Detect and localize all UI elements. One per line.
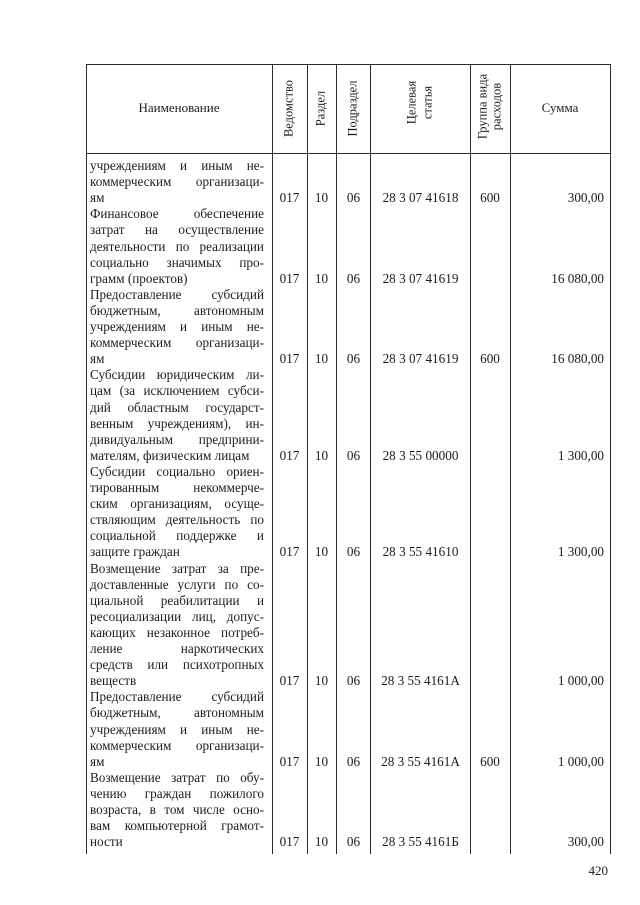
cell-ved: 017 (279, 447, 300, 463)
cell-pod: 06 (346, 351, 361, 367)
cell-sum: 1 300,00 (557, 544, 604, 560)
row-name-text: Предоставление субсидий (90, 689, 264, 705)
cell-ved: 017 (279, 544, 300, 560)
cell-raz: 10 (314, 270, 329, 286)
row-name-text: ям (90, 351, 105, 367)
row-name-text: коммерческим организаци- (90, 737, 264, 753)
row-name-text: защите граждан (90, 544, 180, 560)
row-name-text: грамм (проектов) (90, 270, 188, 286)
cell-sum: 300,00 (567, 834, 604, 850)
cell-raz: 10 (314, 190, 329, 206)
cell-pod: 06 (346, 834, 361, 850)
header-sum: Сумма (541, 100, 579, 115)
header-razdel: Раздел (313, 90, 328, 127)
row-name-text: учреждениям и иным не- (90, 158, 264, 173)
cell-group: 600 (480, 753, 500, 769)
row-name-text: венным учреждениям), ин- (90, 415, 264, 431)
row-name-text: циальной реабилитации и (90, 592, 264, 608)
col-border-right (610, 64, 611, 854)
row-name-text: кающих незаконное потреб- (90, 624, 264, 640)
cell-pod: 06 (346, 544, 361, 560)
cell-pod: 06 (346, 190, 361, 206)
row-name-text: ности (90, 834, 123, 850)
cell-raz: 10 (314, 834, 329, 850)
row-name-text: деятельности по реализации (90, 238, 264, 254)
row-name-text: Финансовое обеспечение (90, 206, 264, 222)
cell-target: 28 3 55 4161А (381, 673, 460, 689)
row-name-text: учреждениям и иным не- (90, 319, 264, 334)
cell-group: 600 (480, 351, 500, 367)
row-name-text: учреждениям и иным не- (90, 721, 264, 737)
cell-target: 28 3 07 41619 (382, 351, 459, 367)
row-name-text: ским организациям, осуще- (90, 496, 264, 512)
row-name-text: средств или психотропных (90, 657, 264, 673)
col-border-podrazdel (370, 64, 371, 854)
table-top-border (86, 64, 610, 65)
row-name-text: коммерческим организаци- (90, 174, 264, 190)
cell-raz: 10 (314, 673, 329, 689)
cell-sum: 16 080,00 (551, 270, 604, 286)
row-name-text: цам (за исключением субси- (90, 383, 264, 399)
cell-ved: 017 (279, 190, 300, 206)
row-name-text: веществ (90, 673, 137, 689)
cell-ved: 017 (279, 834, 300, 850)
row-name-text: ям (90, 190, 105, 206)
cell-sum: 16 080,00 (551, 351, 604, 367)
col-border-left (86, 64, 87, 854)
row-name-text: тированным некоммерче- (90, 480, 264, 495)
cell-group: 600 (480, 190, 500, 206)
row-name-text: социально значимых про- (90, 254, 264, 270)
cell-ved: 017 (279, 351, 300, 367)
header-name: Наименование (138, 100, 220, 115)
row-name-text: Субсидии юридическим ли- (90, 367, 264, 383)
col-border-name (272, 64, 273, 854)
cell-target: 28 3 55 4161А (381, 753, 460, 769)
cell-sum: 1 000,00 (557, 673, 604, 689)
row-name-text: Предоставление субсидий (90, 286, 264, 302)
row-name-text: доставленные услуги по со- (90, 576, 264, 592)
header-target-line2: статья (420, 85, 435, 120)
cell-target: 28 3 55 4161Б (382, 834, 459, 850)
header-group-line1: Группа вида (475, 73, 490, 140)
cell-raz: 10 (314, 753, 329, 769)
row-name-text: возраста, в том числе осно- (90, 802, 264, 817)
row-name-text: вам компьютерной грамот- (90, 818, 264, 834)
row-name-text: затрат на осуществление (90, 222, 264, 238)
row-name-text: дий областным государст- (90, 399, 264, 415)
row-name-text: ресоциализации лиц, допус- (90, 608, 264, 624)
row-name-text: Возмещение затрат по обу- (90, 769, 264, 785)
cell-target: 28 3 55 00000 (382, 447, 459, 463)
cell-pod: 06 (346, 753, 361, 769)
header-bottom-border (86, 153, 610, 154)
cell-raz: 10 (314, 351, 329, 367)
cell-target: 28 3 07 41619 (382, 270, 459, 286)
row-name-text: Возмещение затрат за пре- (90, 560, 264, 576)
row-name-text: мателям, физическим лицам (90, 447, 250, 463)
cell-sum: 300,00 (567, 190, 604, 206)
row-name-text: ям (90, 753, 105, 769)
header-group-line2: расходов (489, 82, 504, 131)
row-name-text: чению граждан пожилого (90, 785, 264, 801)
cell-ved: 017 (279, 753, 300, 769)
cell-pod: 06 (346, 270, 361, 286)
col-border-razdel (336, 64, 337, 854)
col-border-target (470, 64, 471, 854)
header-vedomstvo: Ведомство (281, 79, 296, 138)
row-name-text: дивидуальным предприни- (90, 431, 264, 447)
cell-pod: 06 (346, 673, 361, 689)
cell-ved: 017 (279, 673, 300, 689)
cell-raz: 10 (314, 447, 329, 463)
cell-pod: 06 (346, 447, 361, 463)
header-podrazdel: Подраздел (345, 80, 360, 137)
row-name-text: коммерческим организаци- (90, 335, 264, 351)
col-border-group (510, 64, 511, 854)
cell-ved: 017 (279, 270, 300, 286)
cell-target: 28 3 55 41610 (382, 544, 459, 560)
cell-sum: 1 000,00 (557, 753, 604, 769)
cell-target: 28 3 07 41618 (382, 190, 459, 206)
row-name-text: бюджетным, автономным (90, 302, 264, 318)
cell-sum: 1 300,00 (557, 447, 604, 463)
page-number: 420 (588, 863, 608, 878)
cell-raz: 10 (314, 544, 329, 560)
row-name-text: социальной поддержке и (90, 528, 264, 544)
row-name-text: ствляющим деятельность по (90, 512, 264, 528)
row-name-text: бюджетным, автономным (90, 705, 264, 721)
row-name-text: Субсидии социально ориен- (90, 463, 264, 479)
header-target-line1: Целевая (404, 80, 419, 125)
row-name-text: ление наркотических (90, 641, 264, 656)
